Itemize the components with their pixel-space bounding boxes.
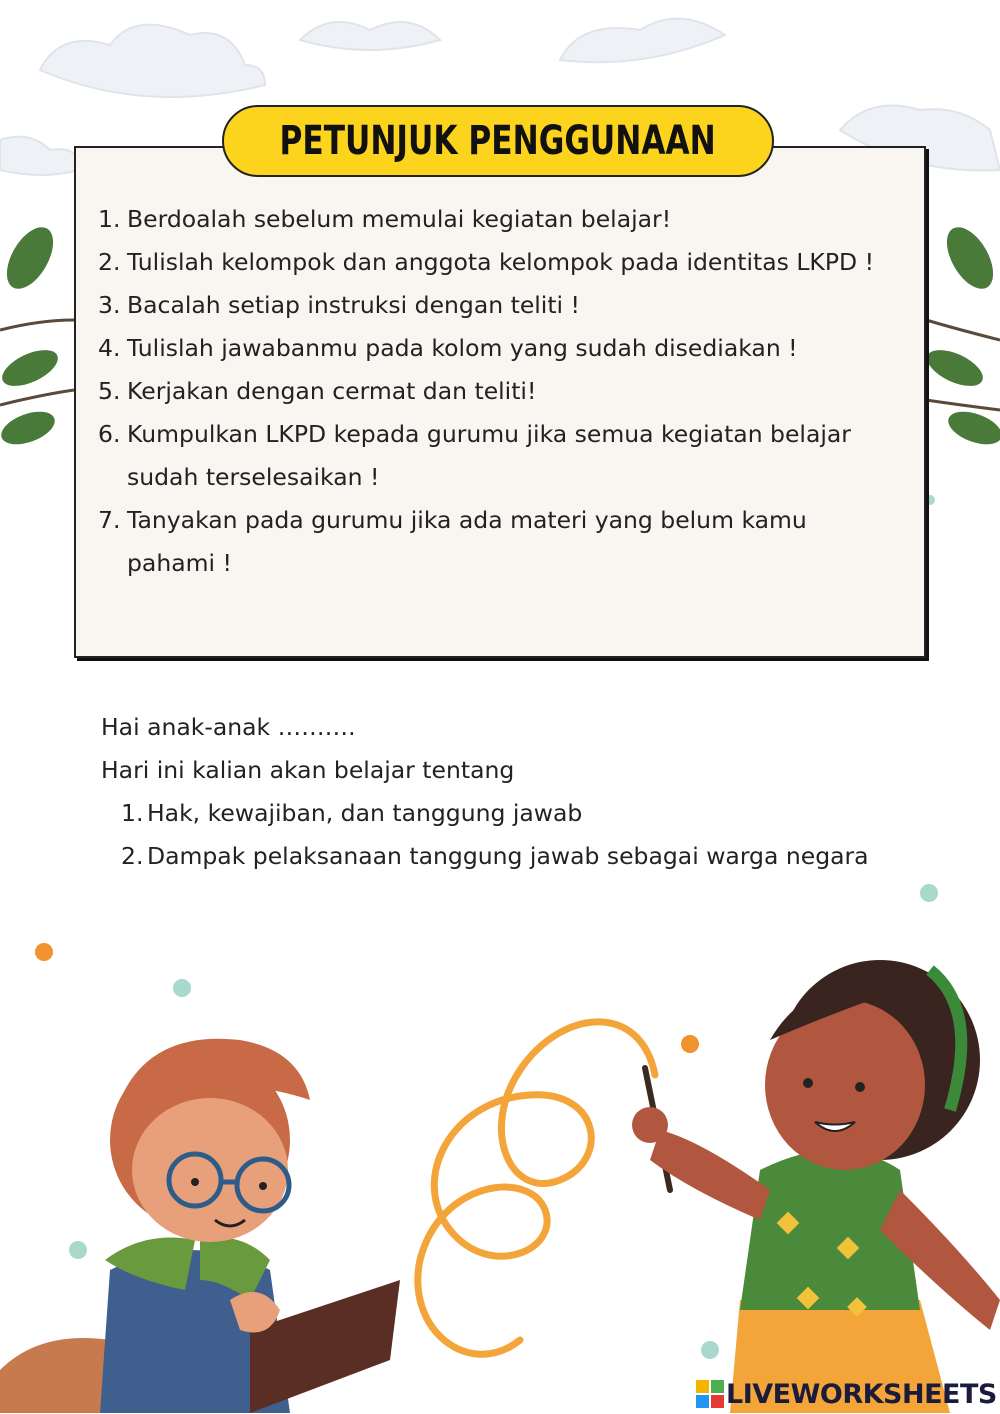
leaf-branch-right — [922, 220, 1000, 451]
boy-reading-illustration — [0, 1039, 400, 1413]
ribbon-swirl — [418, 1022, 655, 1354]
lead-text: Hari ini kalian akan belajar tentang — [101, 756, 515, 784]
list-item: 2. Dampak pelaksanaan tanggung jawab sebagai warga negara — [121, 842, 869, 870]
greeting-text: Hai anak-anak ………. — [101, 713, 356, 741]
liveworksheets-watermark — [696, 1374, 997, 1414]
list-item: 1. Berdoalah sebelum memulai kegiatan belajar! — [98, 205, 672, 233]
page-title: PETUNJUK PENGGUNAAN — [279, 118, 717, 164]
list-item: 5. Kerjakan dengan cermat dan teliti! — [98, 377, 537, 405]
list-item: 6. Kumpulkan LKPD kepada gurumu jika semua kegiatan belajar sudah terselesaikan ! — [98, 420, 851, 491]
list-item: 2. Tulislah kelompok dan anggota kelompok pada identitas LKPD ! — [98, 248, 874, 276]
title-banner — [222, 105, 774, 177]
watermark-text: LIVEWORKSHEETS — [726, 1378, 997, 1410]
girl-ribbon-illustration — [632, 960, 1000, 1413]
list-item: 7. Tanyakan pada gurumu jika ada materi yang belum kamu pahami ! — [98, 506, 807, 577]
list-item: 1. Hak, kewajiban, dan tanggung jawab — [121, 799, 583, 827]
list-item: 3. Bacalah setiap instruksi dengan teliti ! — [98, 291, 580, 319]
topic-list — [101, 792, 901, 878]
leaf-branch-left — [0, 220, 74, 451]
intro-section — [101, 706, 901, 878]
instruction-list — [98, 198, 898, 585]
liveworksheets-logo-icon — [696, 1380, 724, 1408]
list-item: 4. Tulislah jawabanmu pada kolom yang sudah disediakan ! — [98, 334, 798, 362]
